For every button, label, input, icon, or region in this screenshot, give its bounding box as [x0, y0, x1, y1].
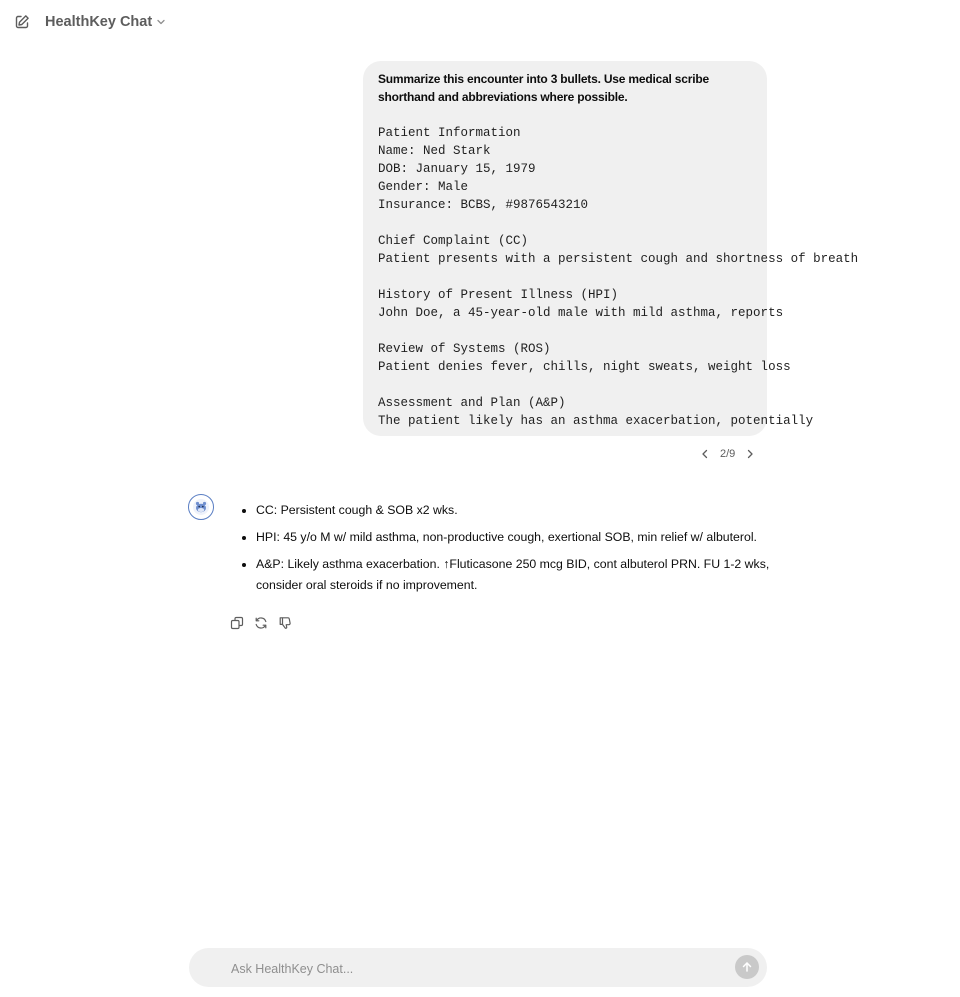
document-line: Name: Ned Stark	[378, 144, 491, 158]
message-input[interactable]	[229, 948, 713, 989]
edit-square-icon	[14, 14, 30, 30]
document-line: Assessment and Plan (A&P)	[378, 396, 566, 410]
response-pager	[698, 445, 757, 463]
send-button[interactable]	[735, 955, 759, 979]
previous-response-button[interactable]	[698, 445, 712, 463]
document-line: History of Present Illness (HPI)	[378, 288, 619, 302]
document-line: Review of Systems (ROS)	[378, 342, 551, 356]
chevron-down-icon	[156, 17, 166, 27]
model-selector[interactable]	[45, 11, 166, 33]
regenerate-button[interactable]	[253, 615, 269, 631]
copy-button[interactable]	[229, 615, 245, 631]
document-line	[378, 214, 753, 232]
regenerate-icon	[254, 616, 268, 630]
summary-bullet: • A&P: Likely asthma exacerbation. ↑Fluticasone 250 mcg BID, cont albuterol PRN. FU 1-2 wks, consider oral steroids if no improvement.	[256, 554, 790, 596]
summary-bullets	[230, 500, 790, 596]
user-message-bubble	[363, 61, 859, 436]
user-prompt-text: Summarize this encounter into 3 bullets. Use medical scribe shorthand and abbreviations where possible.	[378, 72, 709, 104]
document-line: The patient likely has an asthma exacerbation, potentially	[378, 414, 814, 428]
pager-count: 2/9	[720, 448, 736, 460]
document-line: Patient denies fever, chills, night sweats, weight loss	[378, 360, 791, 374]
document-line	[378, 268, 753, 286]
model-name: HealthKey Chat	[45, 14, 153, 30]
new-chat-button[interactable]	[11, 11, 33, 33]
document-line	[378, 322, 753, 340]
assistant-response	[230, 500, 790, 602]
document-line: John Doe, a 45-year-old male with mild asthma, reports	[378, 306, 784, 320]
response-actions	[229, 615, 293, 631]
document-line: Insurance: BCBS, #9876543210	[378, 198, 589, 212]
document-line: Patient Information	[378, 126, 521, 140]
document-line: Patient presents with a persistent cough and shortness of breath	[378, 252, 859, 266]
document-line	[378, 376, 753, 394]
thumbs-down-icon	[278, 616, 292, 630]
summary-bullet: • HPI: 45 y/o M w/ mild asthma, non-productive cough, exertional SOB, min relief w/ albuterol.	[256, 527, 790, 548]
hippo-avatar-icon	[192, 498, 210, 516]
thumbs-down-button[interactable]	[277, 615, 293, 631]
top-bar	[0, 0, 960, 44]
encounter-document	[378, 124, 859, 430]
document-line: DOB: January 15, 1979	[378, 162, 536, 176]
assistant-avatar	[188, 494, 214, 520]
arrow-up-icon	[741, 961, 753, 973]
copy-icon	[230, 616, 244, 630]
chevron-right-icon	[746, 449, 754, 459]
chat-composer	[189, 948, 767, 987]
chevron-left-icon	[701, 449, 709, 459]
document-line: Gender: Male	[378, 180, 469, 194]
document-line: Chief Complaint (CC)	[378, 234, 529, 248]
next-response-button[interactable]	[743, 445, 757, 463]
summary-bullet: • CC: Persistent cough & SOB x2 wks.	[256, 500, 790, 521]
